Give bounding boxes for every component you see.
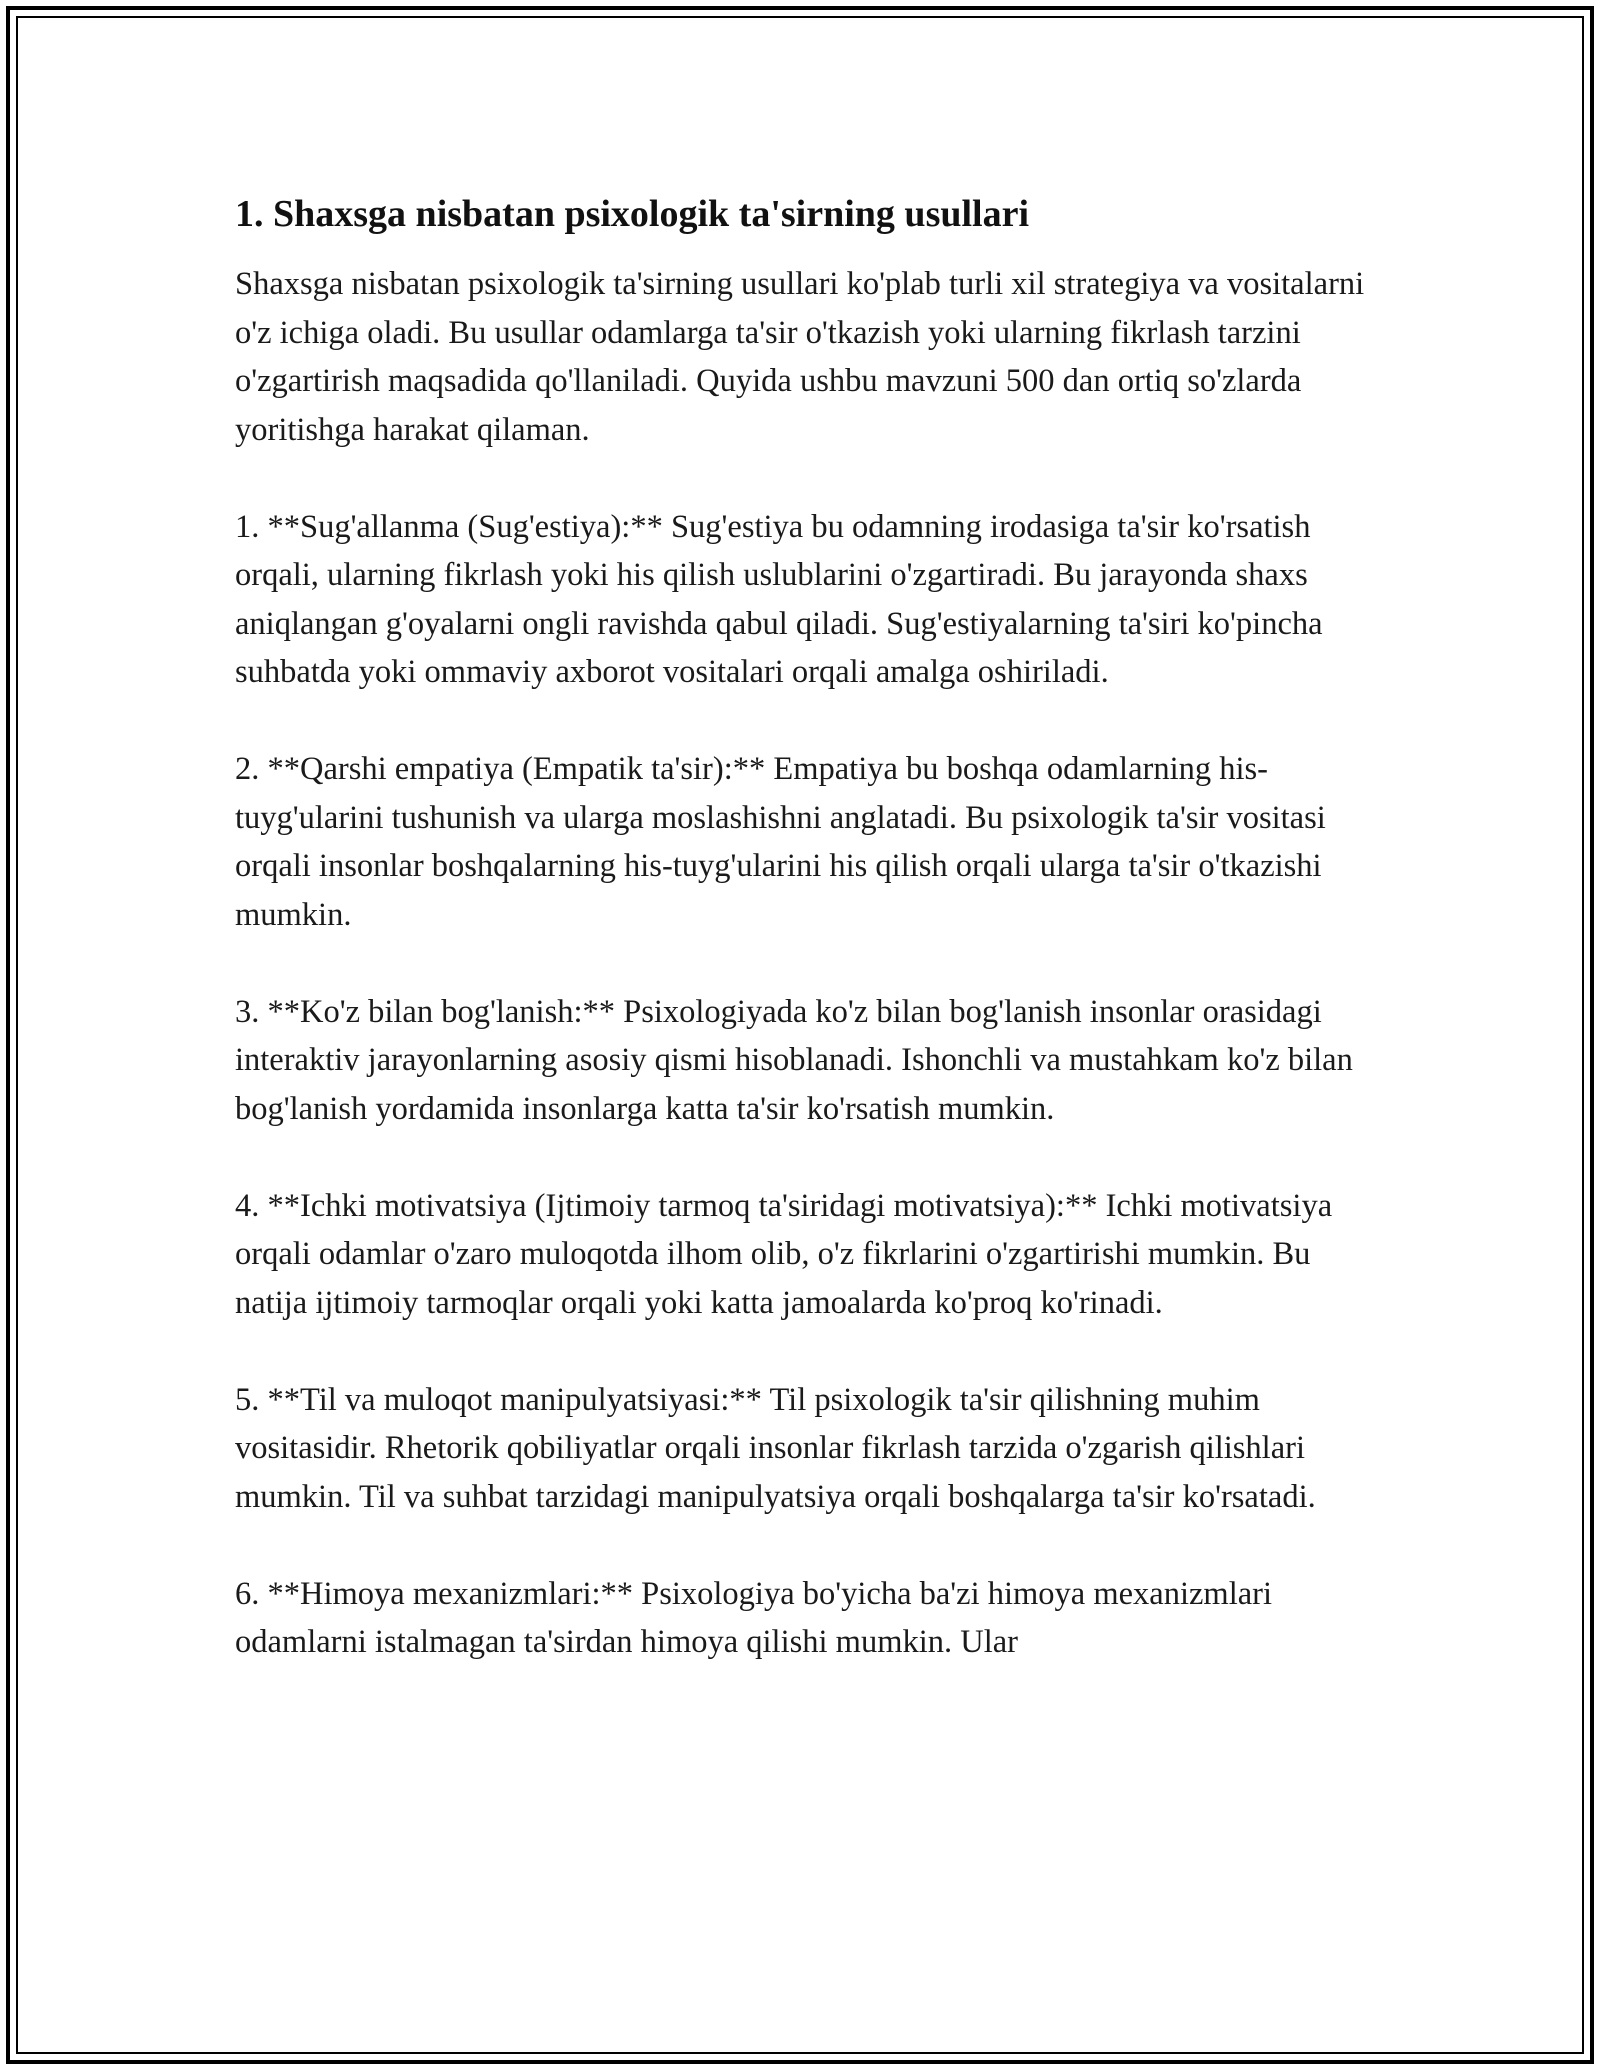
document-body	[235, 186, 1385, 1715]
list-item-1: 1. **Sug'allanma (Sug'estiya):** Sug'estiya bu odamning irodasiga ta'sir ko'rsatish orqali, ularning fikrlash yoki his qilish uslublarini o'zgartiradi. Bu jarayonda shaxs aniqlangan g'oyalarni ongli ravishda qabul qiladi. Sug'estiyalarning ta'siri ko'pincha suhbatda yoki ommaviy axborot vositalari orqali amalga oshiriladi.	[235, 508, 1323, 690]
list-item-3: 3. **Ko'z bilan bog'lanish:** Psixologiyada ko'z bilan bog'lanish insonlar orasidagi interaktiv jarayonlarning asosiy qismi hisoblanadi. Ishonchli va mustahkam ko'z bilan bog'lanish yordamida insonlarga katta ta'sir ko'rsatish mumkin.	[235, 993, 1353, 1127]
list-item-2: 2. **Qarshi empatiya (Empatik ta'sir):** Empatiya bu boshqa odamlarning his-tuyg'ularini tushunish va ularga moslashishni anglatadi. Bu psixologik ta'sir vositasi orqali insonlar boshqalarning his-tuyg'ularini his qilish orqali ularga ta'sir o'tkazishi mumkin.	[235, 751, 1326, 933]
list-item-4: 4. **Ichki motivatsiya (Ijtimoiy tarmoq ta'siridagi motivatsiya):** Ichki motivatsiya orqali odamlar o'zaro muloqotda ilhom olib, o'z fikrlarini o'zgartirishi mumkin. Bu natija ijtimoiy tarmoqlar orqali yoki katta jamoalarda ko'proq ko'rinadi.	[235, 1187, 1333, 1321]
intro-paragraph: Shaxsga nisbatan psixologik ta'sirning usullari ko'plab turli xil strategiya va vositalarni o'z ichiga oladi. Bu usullar odamlarga ta'sir o'tkazish yoki ularning fikrlash tarzini o'zgartirish maqsadida qo'llaniladi. Quyida ushbu mavzuni 500 dan ortiq so'zlarda yoritishga harakat qilaman.	[235, 266, 1365, 448]
document-title: 1. Shaxsga nisbatan psixologik ta'sirning usullari	[235, 193, 1030, 235]
list-item-5: 5. **Til va muloqot manipulyatsiyasi:** Til psixologik ta'sir qilishning muhim vositasidir. Rhetorik qobiliyatlar orqali insonlar fikrlash tarzida o'zgarish qilishlari mumkin. Til va suhbat tarzidagi manipulyatsiya orqali boshqalarga ta'sir ko'rsatadi.	[235, 1381, 1316, 1515]
list-item-6: 6. **Himoya mexanizmlari:** Psixologiya bo'yicha ba'zi himoya mexanizmlari odamlarni istalmagan ta'sirdan himoya qilishi mumkin. Ular	[235, 1575, 1273, 1660]
